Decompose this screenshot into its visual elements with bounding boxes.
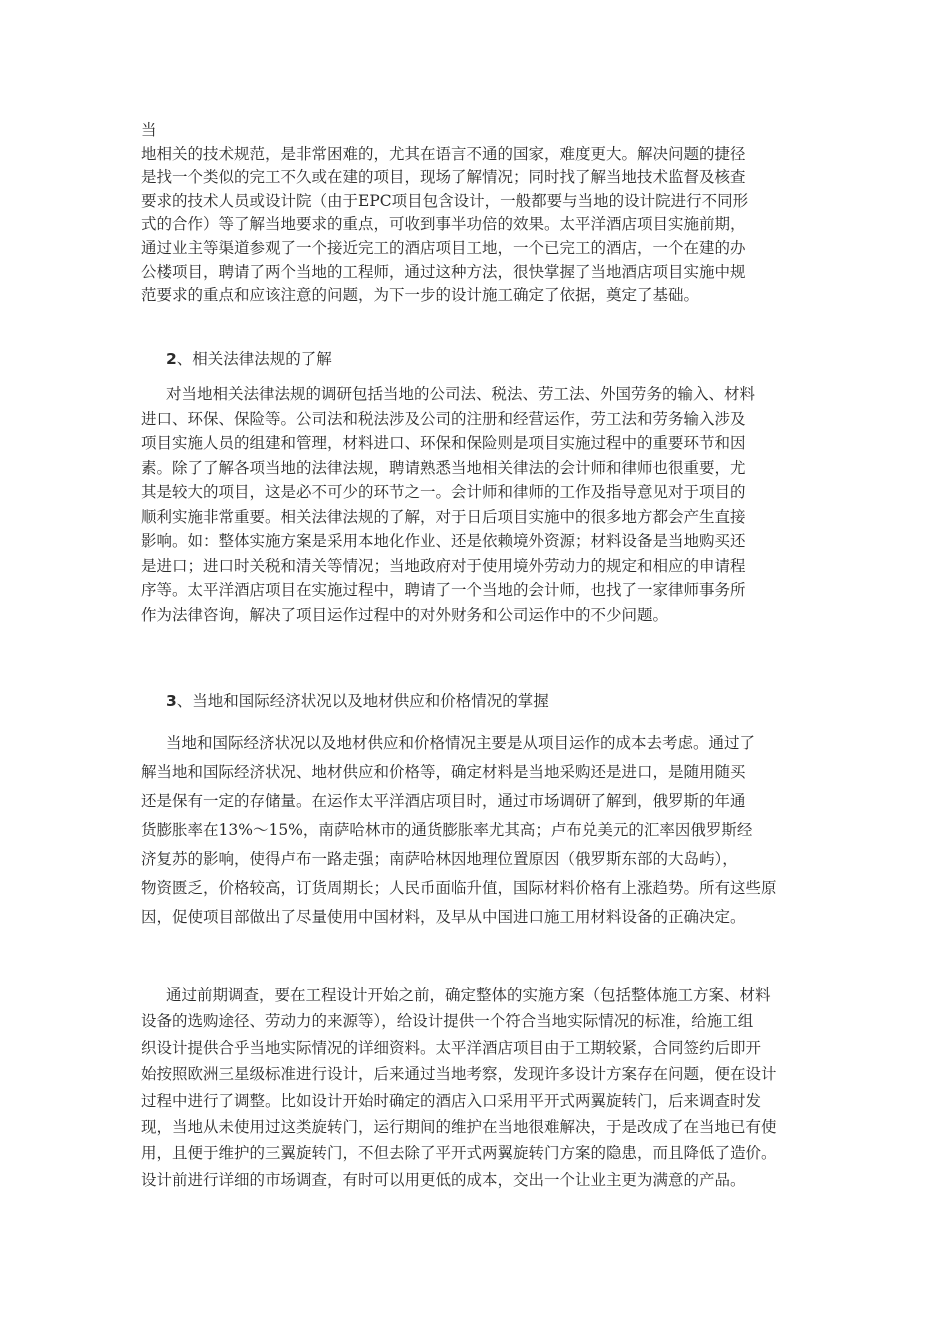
section-2-heading xyxy=(141,347,846,369)
text-line: 对当地相关法律法规的调研包括当地的公司法、税法、劳工法、外国劳务的输入、材料 xyxy=(166,385,756,403)
text-line: 序等。太平洋酒店项目在实施过程中，聘请了一个当地的会计师，也找了一家律师事务所 xyxy=(141,581,746,599)
text-line: 织设计提供合乎当地实际情况的详细资料。太平洋酒店项目由于工期较紧，合同签约后即开 xyxy=(141,1038,762,1057)
section-3-paragraph-2 xyxy=(141,982,821,1193)
text-line: 过程中进行了调整。比如设计开始时确定的酒店入口采用平开式两翼旋转门，后来调查时发 xyxy=(141,1091,762,1110)
section-number: 2 xyxy=(166,350,177,368)
text-line: 素。除了了解各项当地的法律法规，聘请熟悉当地相关律法的会计师和律师也很重要，尤 xyxy=(141,458,746,477)
text-line: 当 xyxy=(141,121,157,139)
section-2-paragraph xyxy=(141,382,821,627)
text-line: 设计前进行详细的市场调查，有时可以用更低的成本，交出一个让业主更为满意的产品。 xyxy=(141,1170,746,1189)
text-line: 其是较大的项目，这是必不可少的环节之一。会计师和律师的工作及指导意见对于项目的 xyxy=(141,483,746,501)
text-line: 济复苏的影响，使得卢布一路走强；南萨哈林因地理位置原因（俄罗斯东部的大岛屿）， xyxy=(141,850,738,868)
top-paragraph xyxy=(141,119,821,308)
text-line: 地相关的技术规范，是非常困难的，尤其在语言不通的国家，难度更大。解决问题的捷径 xyxy=(141,144,746,163)
text-line: 因，促使项目部做出了尽量使用中国材料，及早从中国进口施工用材料设备的正确决定。 xyxy=(141,908,746,926)
text-line: 要求的技术人员或设计院（由于EPC项目包含设计，一般都要与当地的设计院进行不同形 xyxy=(141,191,749,210)
text-line: 公楼项目，聘请了两个当地的工程师，通过这种方法，很快掌握了当地酒店项目实施中规 xyxy=(141,262,746,281)
text-line: 解当地和国际经济状况、地材供应和价格等，确定材料是当地采购还是进口，是随用随买 xyxy=(141,763,746,781)
section-3-heading xyxy=(141,689,846,711)
text-line: 影响。如：整体实施方案是采用本地化作业、还是依赖境外资源；材料设备是当地购买还 xyxy=(141,532,746,550)
text-line: 货膨胀率在13%～15%，南萨哈林市的通货膨胀率尤其高；卢布兑美元的汇率因俄罗斯经 xyxy=(141,821,753,839)
section-title: 、当地和国际经济状况以及地材供应和价格情况的掌握 xyxy=(176,692,549,710)
text-line: 物资匮乏，价格较高，订货周期长；人民币面临升值，国际材料价格有上涨趋势。所有这些原 xyxy=(141,879,777,897)
text-line: 始按照欧洲三星级标准进行设计，后来通过当地考察，发现许多设计方案存在问题，便在设计 xyxy=(141,1065,777,1084)
text-line: 通过业主等渠道参观了一个接近完工的酒店项目工地，一个已完工的酒店，一个在建的办 xyxy=(141,238,746,257)
text-line: 用，且便于维护的三翼旋转门，不但去除了平开式两翼旋转门方案的隐患，而且降低了造价。 xyxy=(141,1144,777,1163)
text-line: 是进口；进口时关税和清关等情况；当地政府对于使用境外劳动力的规定和相应的申请程 xyxy=(141,556,746,575)
text-line: 设备的选购途径、劳动力的来源等），给设计提供一个符合当地实际情况的标准，给施工组 xyxy=(141,1012,754,1031)
text-line: 顺利实施非常重要。相关法律法规的了解，对于日后项目实施中的很多地方都会产生直接 xyxy=(141,507,746,526)
text-line: 作为法律咨询，解决了项目运作过程中的对外财务和公司运作中的不少问题。 xyxy=(141,605,669,624)
text-line: 进口、环保、保险等。公司法和税法涉及公司的注册和经营运作，劳工法和劳务输入涉及 xyxy=(141,409,746,428)
section-title: 、相关法律法规的了解 xyxy=(176,350,332,368)
section-number: 3 xyxy=(166,692,177,710)
text-line: 式的合作）等了解当地要求的重点，可收到事半功倍的效果。太平洋酒店项目实施前期， xyxy=(141,215,746,234)
text-line: 还是保有一定的存储量。在运作太平洋酒店项目时，通过市场调研了解到，俄罗斯的年通 xyxy=(141,792,746,810)
text-line: 是找一个类似的完工不久或在建的项目，现场了解情况；同时找了解当地技术监督及核查 xyxy=(141,168,746,187)
text-line: 通过前期调查，要在工程设计开始之前，确定整体的实施方案（包括整体施工方案、材料 xyxy=(166,986,771,1004)
text-line: 现，当地从未使用过这类旋转门，运行期间的维护在当地很难解决，于是改成了在当地已有使 xyxy=(141,1118,777,1137)
section-3-paragraph xyxy=(141,729,821,932)
text-line: 项目实施人员的组建和管理，材料进口、环保和保险则是项目实施过程中的重要环节和因 xyxy=(141,434,746,452)
text-line: 范要求的重点和应该注意的问题，为下一步的设计施工确定了依据，奠定了基础。 xyxy=(141,286,700,305)
text-line: 当地和国际经济状况以及地材供应和价格情况主要是从项目运作的成本去考虑。通过了 xyxy=(166,734,756,752)
